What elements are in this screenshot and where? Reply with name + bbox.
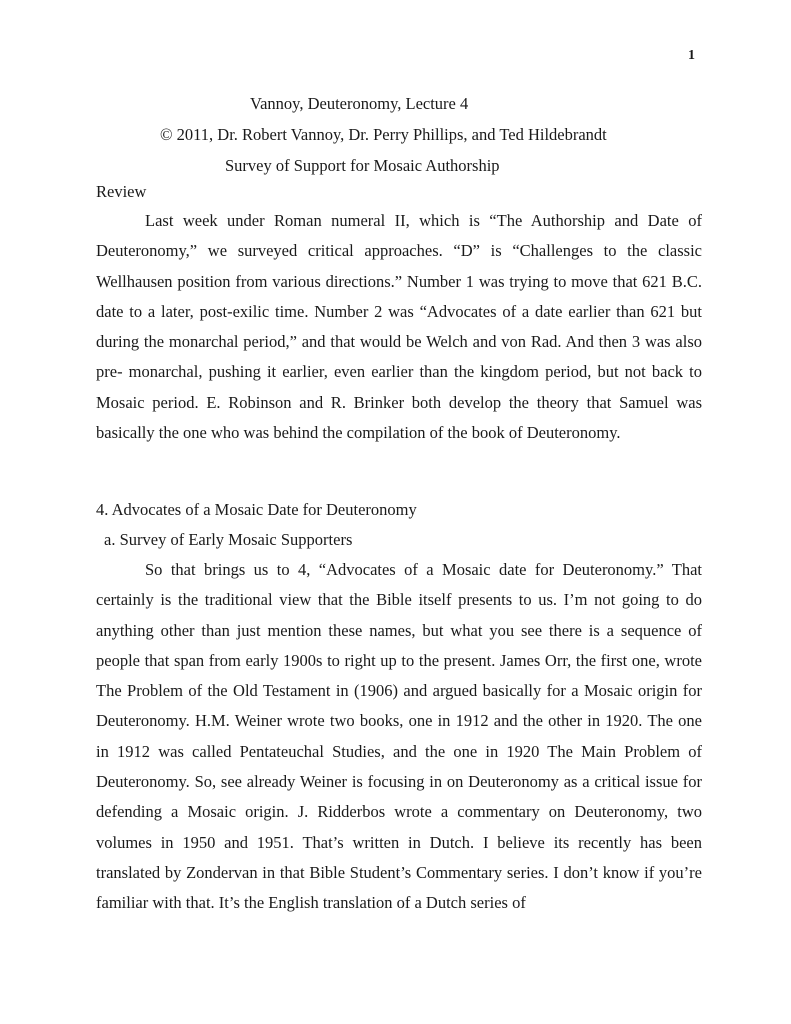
page-number: 1 bbox=[688, 48, 695, 63]
review-paragraph: Last week under Roman numeral II, which is “The Authorship and Date of Deuteronomy,” we surveyed critical approaches. “D” is “Challenges to the classic Wellhausen position from various directions.” Number 1 was trying to move that 621 B.C. date to a later, post-exilic time. Number 2 was “Advocates of a date earlier than 621 but during the monarchal period,” and that would be Welch and von Rad. And then 3 was also pre- monarchal, pushing it earlier, even earlier than the kingdom period, but not back to Mosaic period. E. Robinson and R. Brinker both develop the theory that Samuel was basically the one who was behind the compilation of the book of Deuteronomy. bbox=[96, 211, 702, 443]
copyright-line: © 2011, Dr. Robert Vannoy, Dr. Perry Phillips, and Ted Hildebrandt bbox=[160, 125, 607, 144]
section-4a-heading: a. Survey of Early Mosaic Supporters bbox=[104, 530, 353, 549]
section-4-heading: 4. Advocates of a Mosaic Date for Deuteronomy bbox=[96, 500, 417, 519]
lecture-subtitle: Survey of Support for Mosaic Authorship bbox=[225, 156, 500, 175]
lecture-title: Vannoy, Deuteronomy, Lecture 4 bbox=[250, 94, 469, 113]
review-heading: Review bbox=[96, 182, 147, 201]
section-4-paragraph: So that brings us to 4, “Advocates of a Mosaic date for Deuteronomy.” That certainly is the traditional view that the Bible itself presents to us. I’m not going to do anything other than just mention these names, but what you see there is a sequence of people that span from early 1900s to right up to the present. James Orr, the first one, wrote The Problem of the Old Testament in (1906) and argued basically for a Mosaic origin for Deuteronomy. H.M. Weiner wrote two books, one in 1912 and the other in 1920. The one in 1912 was called Pentateuchal Studies, and the one in 1920 The Main Problem of Deuteronomy. So, see already Weiner is focusing in on Deuteronomy as a critical issue for defending a Mosaic origin. J. Ridderbos wrote a commentary on Deuteronomy, two volumes in 1950 and 1951. That’s written in Dutch. I believe its recently has been translated by Zondervan in that Bible Student’s Commentary series. I don’t know if you’re familiar with that. It’s the English translation of a Dutch series of bbox=[96, 560, 702, 913]
